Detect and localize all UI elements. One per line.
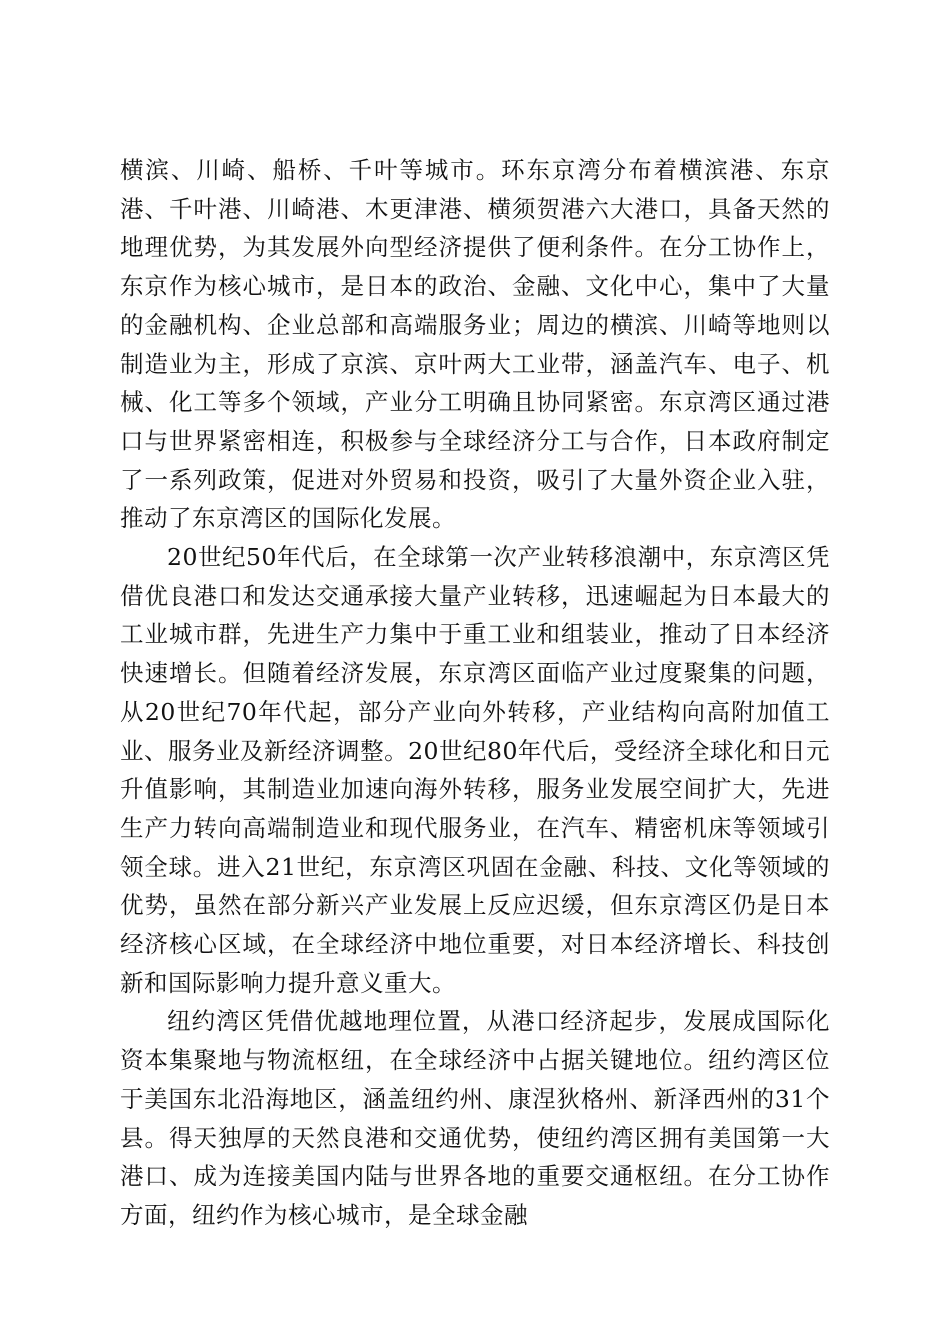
document-body <box>120 151 830 1235</box>
paragraph-tokyo-bay-overview: 横滨、川崎、船桥、千叶等城市。环东京湾分布着横滨港、东京港、千叶港、川崎港、木更津港、横须贺港六大港口，具备天然的地理优势，为其发展外向型经济提供了便利条件。在分工协作上，东京作为核心城市，是日本的政治、金融、文化中心，集中了大量的金融机构、企业总部和高端服务业；周边的横滨、川崎等地则以制造业为主，形成了京滨、京叶两大工业带，涵盖汽车、电子、机械、化工等多个领域，产业分工明确且协同紧密。东京湾区通过港口与世界紧密相连，积极参与全球经济分工与合作，日本政府制定了一系列政策，促进对外贸易和投资，吸引了大量外资企业入驻，推动了东京湾区的国际化发展。 <box>120 156 830 533</box>
paragraph-tokyo-bay-history: 20世纪50年代后，在全球第一次产业转移浪潮中，东京湾区凭借优良港口和发达交通承接大量产业转移，迅速崛起为日本最大的工业城市群，先进生产力集中于重工业和组装业，推动了日本经济快速增长。但随着经济发展，东京湾区面临产业过度聚集的问题，从20世纪70年代起，部分产业向外转移，产业结构向高附加值工业、服务业及新经济调整。20世纪80年代后，受经济全球化和日元升值影响，其制造业加速向海外转移，服务业发展空间扩大，先进生产力转向高端制造业和现代服务业，在汽车、精密机床等领域引领全球。进入21世纪，东京湾区巩固在金融、科技、文化等领域的优势，虽然在部分新兴产业发展上反应迟缓，但东京湾区仍是日本经济核心区域，在全球经济中地位重要，对日本经济增长、科技创新和国际影响力提升意义重大。 <box>120 543 830 997</box>
paragraph-new-york-bay: 纽约湾区凭借优越地理位置，从港口经济起步，发展成国际化资本集聚地与物流枢纽，在全球经济中占据关键地位。纽约湾区位于美国东北沿海地区，涵盖纽约州、康涅狄格州、新泽西州的31个县。得天独厚的天然良港和交通优势，使纽约湾区拥有美国第一大港口、成为连接美国内陆与世界各地的重要交通枢纽。在分工协作方面，纽约作为核心城市，是全球金融 <box>120 1007 830 1229</box>
